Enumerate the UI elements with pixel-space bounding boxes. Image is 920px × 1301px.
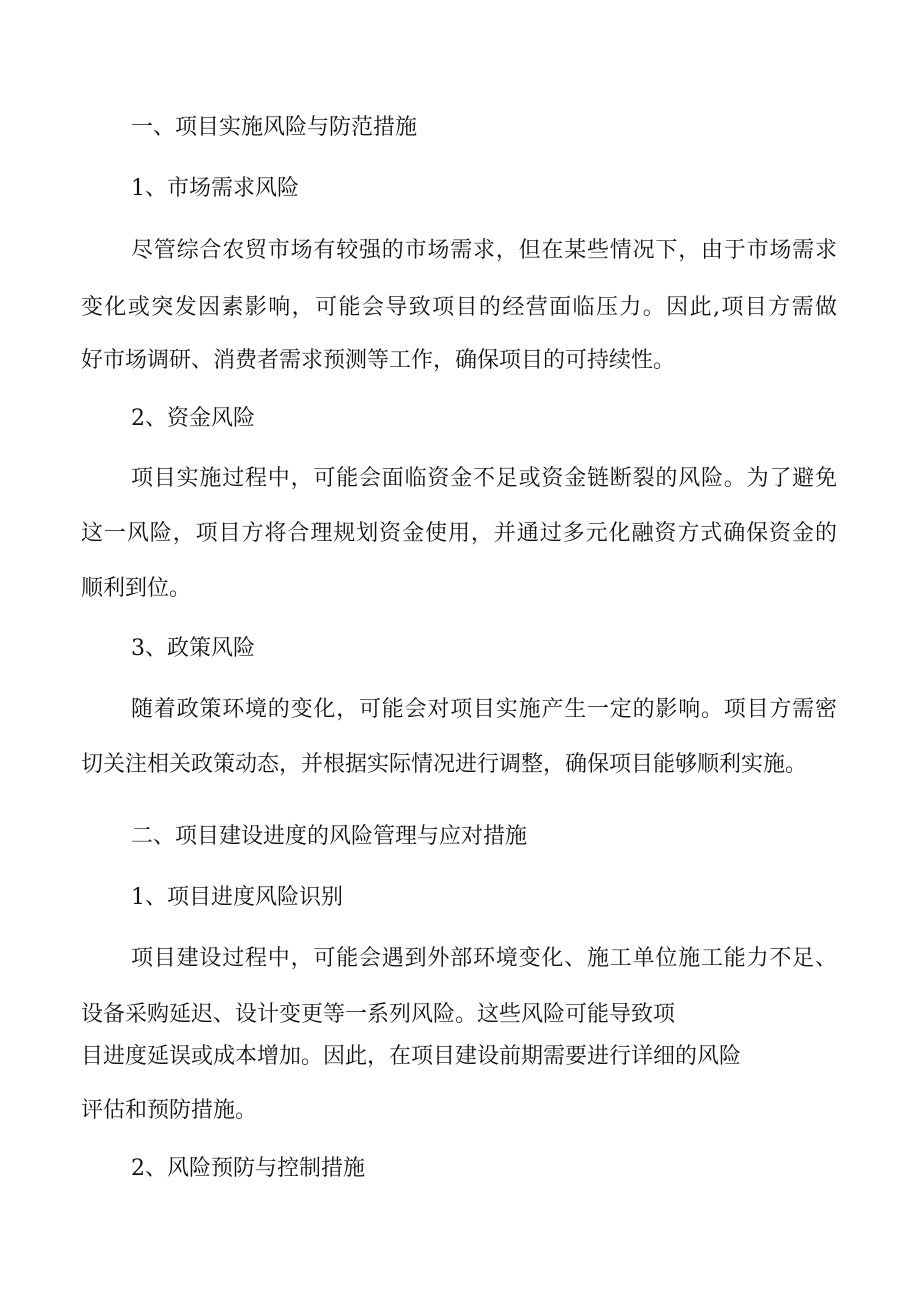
subsection-heading: 1、市场需求风险 [131,176,299,201]
paragraph-line: 目进度延误或成本增加。因此，在项目建设前期需要进行详细的风险 [81,1044,742,1069]
paragraph-line: 好市场调研、消费者需求预测等工作，确保项目的可持续性。 [81,348,676,373]
paragraph-line: 这一风险，项目方将合理规划资金使用，并通过多元化融资方式确保资金的 [81,521,837,546]
paragraph-line: 项目实施过程中，可能会面临资金不足或资金链断裂的风险。为了避免 [131,466,837,491]
subsection-heading: 2、风险预防与控制措施 [131,1156,365,1181]
paragraph-line: 评估和预防措施。 [81,1098,258,1123]
paragraph-line: 变化或突发因素影响，可能会导致项目的经营面临压力。因此,项目方需做 [81,295,837,320]
paragraph-line: 切关注相关政策动态，并根据实际情况进行调整，确保项目能够顺利实施。 [81,752,808,777]
paragraph-line: 尽管综合农贸市场有较强的市场需求，但在某些情况下，由于市场需求 [131,238,837,263]
paragraph-line: 项目建设过程中，可能会遇到外部环境变化、施工单位施工能力不足、 [131,946,837,971]
paragraph-line: 设备采购延迟、设计变更等一系列风险。这些风险可能导致项 [81,1002,676,1027]
section-heading: 二、项目建设进度的风险管理与应对措施 [131,824,528,849]
section-heading: 一、项目实施风险与防范措施 [131,115,418,140]
paragraph-line: 顺利到位。 [81,576,192,601]
paragraph-line: 随着政策环境的变化，可能会对项目实施产生一定的影响。项目方需密 [131,697,837,722]
subsection-heading: 3、政策风险 [131,636,255,661]
subsection-heading: 2、资金风险 [131,406,255,431]
subsection-heading: 1、项目进度风险识别 [131,885,343,910]
